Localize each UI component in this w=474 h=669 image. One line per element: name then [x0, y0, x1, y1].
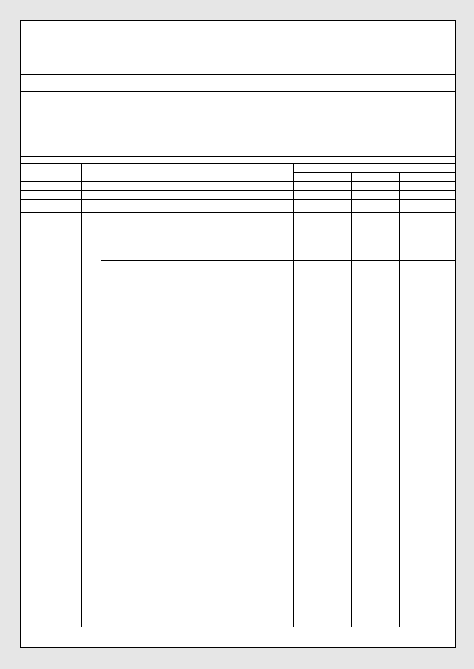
- column-rule: [293, 163, 294, 627]
- info-row: [34, 130, 434, 139]
- info-row: [34, 100, 434, 109]
- column-rule: [351, 172, 352, 627]
- column-rule: [81, 163, 82, 627]
- column-rule: [399, 172, 400, 627]
- document-page: [20, 20, 456, 648]
- info-row: [34, 110, 434, 119]
- item-rule: [101, 260, 455, 261]
- group-rule: [21, 212, 455, 213]
- header-rule: [21, 190, 455, 191]
- document-title: [21, 21, 455, 29]
- info-row: [34, 140, 434, 149]
- header-bottom-rule: [21, 199, 455, 200]
- header-rule: [21, 181, 455, 182]
- activity-info: [21, 91, 455, 157]
- header-top-rule: [21, 163, 455, 164]
- document-header: [21, 21, 455, 75]
- info-row: [34, 120, 434, 129]
- header-rule: [293, 172, 455, 173]
